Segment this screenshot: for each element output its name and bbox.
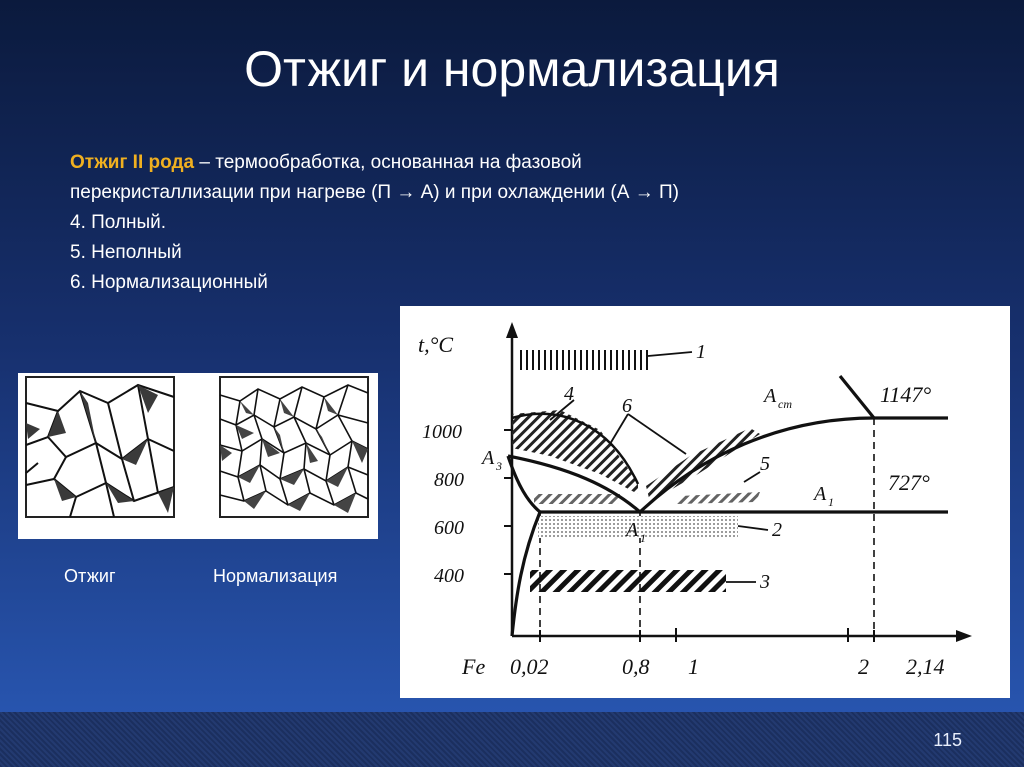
y-tick-label: 800 (434, 469, 464, 491)
x-axis-arrow (956, 630, 972, 642)
y-axis-label: t,°C (418, 332, 454, 357)
slide-title: Отжиг и нормализация (244, 41, 780, 97)
y-axis-arrow (506, 322, 518, 338)
region-number: 1 (696, 341, 706, 363)
x-tick-label: 0,02 (510, 654, 549, 679)
body-text (70, 148, 679, 298)
x-tick-label: 0,8 (622, 654, 650, 679)
phase-lines (508, 376, 948, 636)
definition-line (70, 148, 679, 178)
x-tick-label: 1 (688, 654, 699, 679)
definition-heading: Отжиг II рода (70, 152, 195, 173)
normalization-caption: Нормализация (213, 566, 338, 586)
list-item: 5. Неполный (70, 242, 182, 263)
region-number: 3 (760, 571, 770, 593)
a3-label: A (482, 447, 495, 469)
a3-sub: 3 (496, 459, 502, 473)
page-number: 115 (933, 730, 962, 750)
definition-line-2: перекристаллизации при нагреве (П → А) и при охлаждении (А → П) (70, 182, 679, 203)
y-tick-label: 600 (434, 517, 464, 539)
region-number: 6 (622, 395, 632, 417)
list-item: 4. Полный. (70, 212, 167, 233)
temp-1147: 1147° (880, 382, 932, 407)
x-tick-label: Fe (462, 654, 486, 679)
region-number: 4 (564, 383, 574, 405)
liquidus-slant (840, 376, 874, 418)
region-number: 5 (760, 453, 770, 475)
list-item: 6. Нормализационный (70, 272, 268, 293)
region-number: 2 (772, 519, 782, 541)
annealing-caption: Отжиг (64, 566, 116, 586)
region-3-hatch (530, 570, 726, 592)
acm-label: A (764, 385, 777, 407)
region-1-hatch (516, 350, 648, 370)
definition-rest: – термообработка, основанная на фазовой (194, 152, 582, 173)
normalization-micrograph (220, 377, 368, 517)
y-tick-label: 1000 (422, 421, 462, 443)
region-5-left (534, 494, 620, 504)
x-tick-label: 2 (858, 654, 869, 679)
a1-label: A (814, 483, 827, 505)
a1-sub: 1 (828, 495, 834, 509)
x-tick-label: 2,14 (906, 654, 945, 679)
a1-point-sub: 1 (640, 531, 646, 545)
y-tick-label: 400 (434, 565, 464, 587)
region-5-right (676, 492, 760, 504)
phase-diagram (400, 306, 1010, 698)
footer-band (0, 712, 1024, 767)
annealing-micrograph (26, 377, 174, 517)
a1-point-label: A (626, 519, 639, 541)
acm-sub: cm (778, 397, 792, 411)
temp-727: 727° (888, 470, 930, 495)
micrographs-image (18, 373, 378, 539)
phase-diagram-panel (400, 306, 1010, 698)
micrographs-panel (18, 373, 378, 539)
